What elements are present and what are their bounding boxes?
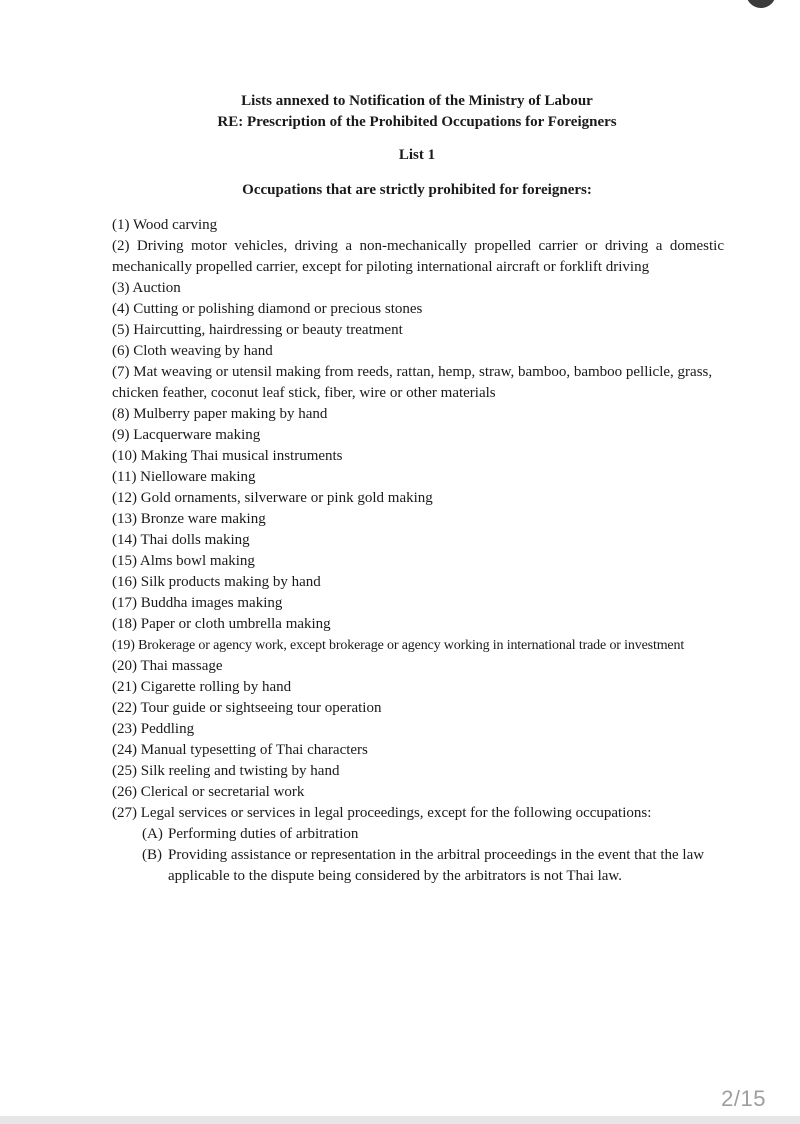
list-item: (17) Buddha images making: [112, 595, 283, 611]
list-item: (8) Mulberry paper making by hand: [112, 406, 328, 422]
list-item: (11) Nielloware making: [112, 469, 256, 485]
list-item: (15) Alms bowl making: [112, 553, 255, 569]
list-item: (25) Silk reeling and twisting by hand: [112, 763, 340, 779]
header-line-1: Lists annexed to Notification of the Ministry of Labour: [241, 93, 593, 109]
list-item: (1) Wood carving: [112, 217, 218, 233]
sub-item-label: (A): [142, 826, 163, 842]
sub-item-text: Providing assistance or representation in the arbitral proceedings in the event that the law applicable to the dispute being considered by the arbitrators is not Thai law.: [168, 847, 705, 884]
document-header: [0, 91, 800, 132]
list-item: (16) Silk products making by hand: [112, 574, 321, 590]
list-title: List 1: [398, 147, 436, 163]
list-item: (18) Paper or cloth umbrella making: [112, 616, 331, 632]
list-item: (24) Manual typesetting of Thai characters: [112, 742, 368, 758]
list-item: (3) Auction: [112, 280, 181, 296]
list-item: (12) Gold ornaments, silverware or pink gold making: [112, 490, 433, 506]
list-item: (20) Thai massage: [112, 658, 223, 674]
exception-list: [142, 824, 724, 887]
list-item: (10) Making Thai musical instruments: [112, 448, 343, 464]
sub-list-item: [142, 824, 724, 845]
list-item: (27) Legal services or services in legal proceedings, except for the following occupations:: [112, 805, 652, 821]
list-item: (2) Driving motor vehicles, driving a non-mechanically propelled carrier or driving a domestic mechanically propelled carrier, except for piloting international aircraft or forklift driving: [112, 238, 724, 275]
list-item: (22) Tour guide or sightseeing tour operation: [112, 700, 382, 716]
page-indicator: 2/15: [721, 1086, 766, 1111]
bottom-bar: [0, 1116, 800, 1124]
list-item: (7) Mat weaving or utensil making from reeds, rattan, hemp, straw, bamboo, bamboo pellicle, grass, chicken feather, coconut leaf stick, fiber, wire or other materials: [112, 364, 713, 401]
list-item: (26) Clerical or secretarial work: [112, 784, 305, 800]
list-item: (9) Lacquerware making: [112, 427, 261, 443]
list-item: (6) Cloth weaving by hand: [112, 343, 273, 359]
list-item: (14) Thai dolls making: [112, 532, 250, 548]
menu-button[interactable]: [746, 0, 776, 8]
list-subtitle: Occupations that are strictly prohibited for foreigners:: [242, 182, 592, 198]
occupation-list: [112, 215, 724, 887]
list-item: (5) Haircutting, hairdressing or beauty treatment: [112, 322, 403, 338]
header-line-2: RE: Prescription of the Prohibited Occupations for Foreigners: [217, 113, 617, 130]
list-item: (19) Brokerage or agency work, except brokerage or agency working in international trade or investment: [112, 638, 685, 653]
list-item: (21) Cigarette rolling by hand: [112, 679, 292, 695]
list-item: (23) Peddling: [112, 721, 195, 737]
list-item: (4) Cutting or polishing diamond or precious stones: [112, 301, 423, 317]
sub-item-label: (B): [142, 847, 162, 863]
sub-list-item: [142, 845, 724, 887]
sub-item-text: Performing duties of arbitration: [168, 826, 359, 842]
list-item: (13) Bronze ware making: [112, 511, 266, 527]
